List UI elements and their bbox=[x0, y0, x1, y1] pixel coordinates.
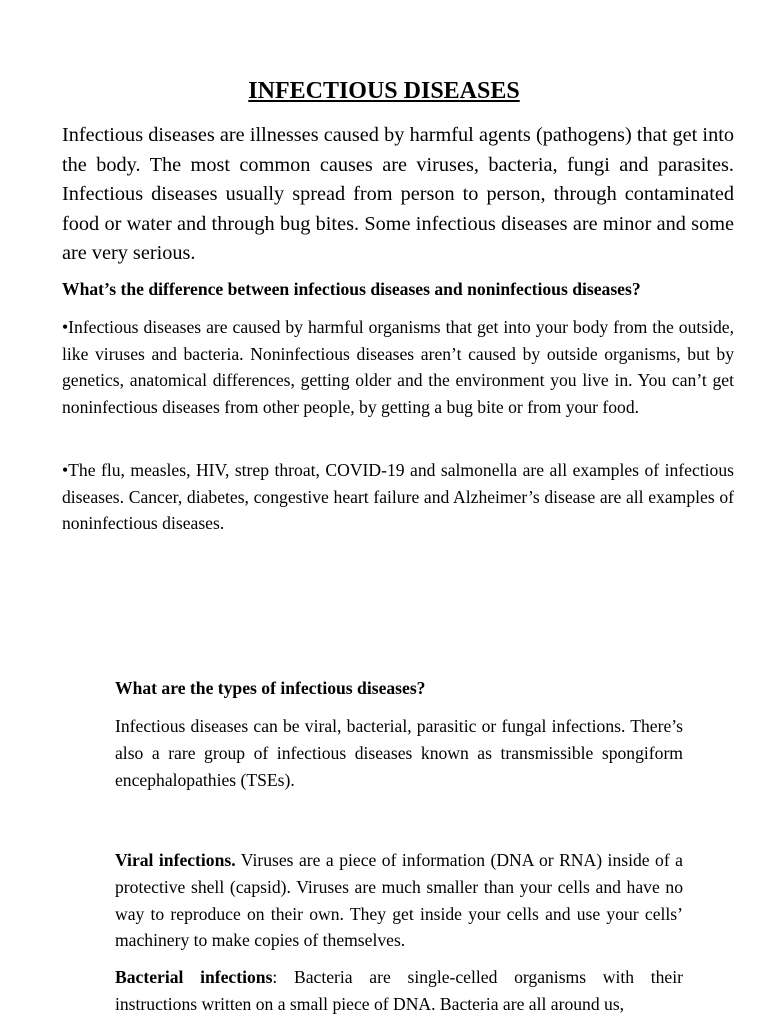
intro-paragraph: Infectious diseases are illnesses caused by harmful agents (pathogens) that get into the body. The most common causes are viruses, bacteria, fungi and parasites. Infectious diseases usually spread from person to person, through contaminated food or water and through bug bites. Some infectious diseases are minor and some are very serious. bbox=[62, 124, 734, 264]
viral-infections-lead: Viral infections. bbox=[115, 850, 236, 870]
bacterial-infections-lead: Bacterial infections bbox=[115, 967, 273, 987]
bacterial-infections-paragraph bbox=[115, 964, 683, 1018]
viral-infections-paragraph bbox=[115, 847, 683, 954]
types-question-heading: What are the types of infectious diseases? bbox=[115, 678, 426, 698]
types-paragraph: Infectious diseases can be viral, bacterial, parasitic or fungal infections. There’s also a rare group of infectious diseases known as transmissible spongiform encephalopathies (TSEs). bbox=[115, 716, 683, 790]
viral-infections-text: Viruses are a piece of information (DNA or RNA) inside of a protective shell (capsid). Viruses are much smaller than your cells and have no way to reproduce on their own. They get inside your cells and use your cells’ machinery to make copies of themselves. bbox=[115, 850, 683, 951]
bullet-paragraph-causes: •Infectious diseases are caused by harmful organisms that get into your body from the outside, like viruses and bacteria. Noninfectious diseases aren’t caused by outside organisms, but by genetics, anatomical differences, getting older and the environment you live in. You can’t get noninfectious diseases from other people, by getting a bug bite or from your food. bbox=[62, 317, 734, 418]
bullet-paragraph-examples: •The flu, measles, HIV, strep throat, COVID-19 and salmonella are all examples of infectious diseases. Cancer, diabetes, congestive heart failure and Alzheimer’s disease are all examples of noninfectious diseases. bbox=[62, 460, 734, 534]
bacterial-infections-text: : Bacteria are single-celled organisms with their instructions written on a small piece of DNA. Bacteria are all around us, bbox=[115, 967, 683, 1014]
difference-question-heading: What’s the difference between infectious diseases and noninfectious diseases? bbox=[62, 279, 641, 299]
document-title: INFECTIOUS DISEASES bbox=[248, 78, 520, 104]
